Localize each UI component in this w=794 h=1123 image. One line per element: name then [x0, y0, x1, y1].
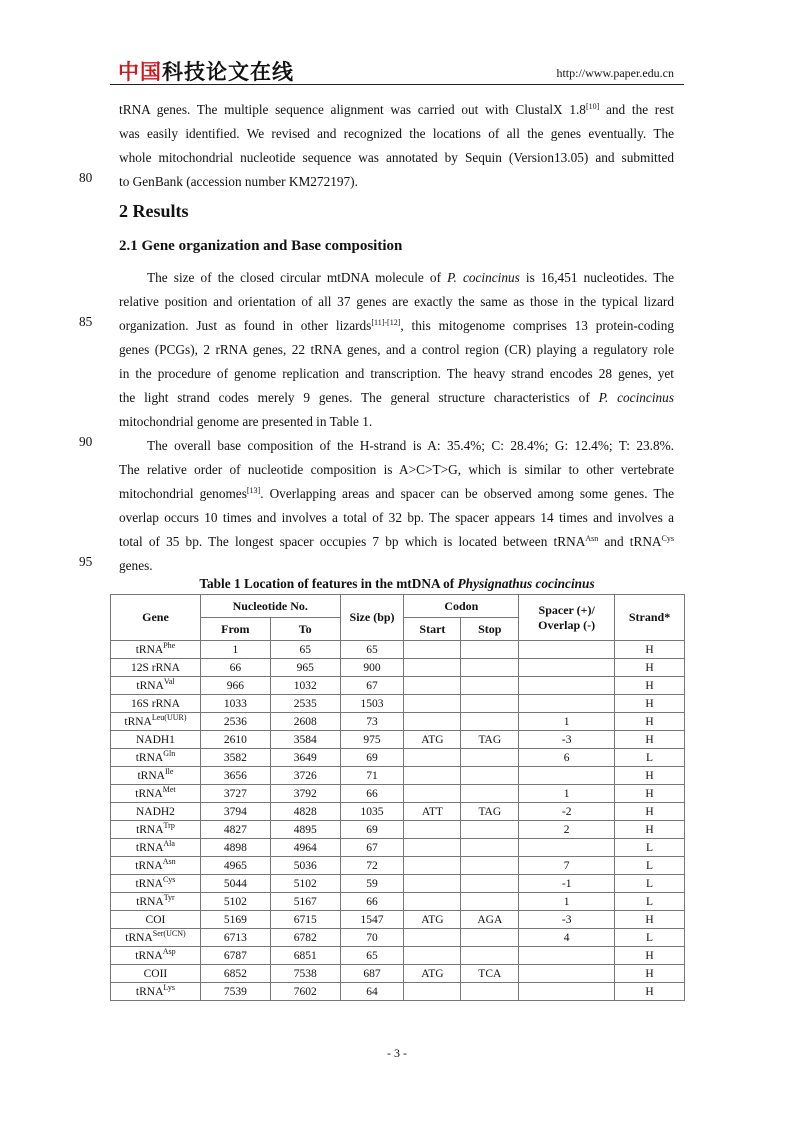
table-row: [111, 695, 685, 713]
cell-strand: H: [615, 911, 685, 929]
text-line: in the procedure of genome replication and transcription. The heavy strand encodes 28 genes, yet: [119, 366, 674, 381]
cell-sp: 2: [519, 821, 615, 839]
table-row: [111, 641, 685, 659]
cell-strand: L: [615, 875, 685, 893]
table-row: [111, 713, 685, 731]
cell-from: 5044: [200, 875, 270, 893]
cell-strand: H: [615, 767, 685, 785]
cell-to: 2535: [270, 695, 340, 713]
cell-to: 3792: [270, 785, 340, 803]
cell-start: [404, 767, 461, 785]
cell-from: 966: [200, 677, 270, 695]
col-header-stop: Stop: [461, 618, 519, 641]
cell-size: 69: [340, 821, 404, 839]
cell-stop: [461, 713, 519, 731]
cell-start: [404, 641, 461, 659]
cell-stop: TCA: [461, 965, 519, 983]
col-header-gene: Gene: [111, 595, 201, 641]
cell-strand: H: [615, 677, 685, 695]
cell-size: 59: [340, 875, 404, 893]
header-url[interactable]: http://www.paper.edu.cn: [556, 66, 674, 80]
cell-strand: L: [615, 893, 685, 911]
cell-size: 67: [340, 839, 404, 857]
text-line: The size of the closed circular mtDNA molecule of P. cocincinus is 16,451 nucleotides. The: [147, 270, 675, 285]
text-line: organization. Just as found in other lizards[11]-[12], this mitogenome comprises 13 protein-coding: [119, 318, 674, 333]
table-row: [111, 677, 685, 695]
line-number: 90: [79, 434, 93, 449]
cell-gene: tRNA$^{Ala}$: [111, 839, 201, 857]
cell-to: 3726: [270, 767, 340, 785]
cell-from: 5102: [200, 893, 270, 911]
cell-sp: 1: [519, 785, 615, 803]
col-header-spacer: Spacer (+)/ Overlap (-): [519, 595, 615, 641]
cell-start: [404, 749, 461, 767]
subsection-heading: 2.1 Gene organization and Base composition: [119, 238, 403, 254]
section-heading: 2 Results: [119, 201, 189, 221]
line-number: 95: [79, 554, 93, 569]
table-row: [111, 857, 685, 875]
table-row: [111, 659, 685, 677]
cell-start: [404, 659, 461, 677]
table-row: [111, 839, 685, 857]
cell-to: 3649: [270, 749, 340, 767]
cell-to: 6782: [270, 929, 340, 947]
cell-from: 1033: [200, 695, 270, 713]
text-line: whole mitochondrial nucleotide sequence was annotated by Sequin (Version13.05) and submitted: [119, 150, 674, 165]
cell-gene: tRNA$^{Ile}$: [111, 767, 201, 785]
gene-location-table: [110, 594, 685, 1001]
cell-gene: COI: [111, 911, 201, 929]
cell-gene: COII: [111, 965, 201, 983]
cell-strand: H: [615, 947, 685, 965]
cell-size: 72: [340, 857, 404, 875]
cell-to: 3584: [270, 731, 340, 749]
cell-to: 7602: [270, 983, 340, 1001]
cell-strand: H: [615, 803, 685, 821]
cell-to: 6715: [270, 911, 340, 929]
cell-start: [404, 857, 461, 875]
cell-from: 3794: [200, 803, 270, 821]
text-line: relative position and orientation of all 37 genes are exactly the same as those in the typical lizard: [119, 294, 674, 309]
cell-sp: 1: [519, 893, 615, 911]
cell-size: 65: [340, 947, 404, 965]
table-row: [111, 749, 685, 767]
cell-stop: [461, 677, 519, 695]
cell-strand: H: [615, 641, 685, 659]
paragraph-base-composition: [119, 434, 674, 578]
cell-size: 900: [340, 659, 404, 677]
cell-gene: tRNA$^{Leu(UUR)}$: [111, 713, 201, 731]
cell-sp: [519, 839, 615, 857]
cell-from: 5169: [200, 911, 270, 929]
cell-strand: L: [615, 749, 685, 767]
cell-start: [404, 893, 461, 911]
cell-stop: [461, 875, 519, 893]
cell-strand: L: [615, 857, 685, 875]
cell-strand: H: [615, 713, 685, 731]
cell-strand: H: [615, 983, 685, 1001]
cell-strand: H: [615, 695, 685, 713]
cell-gene: tRNA$^{Cys}$: [111, 875, 201, 893]
table-row: [111, 965, 685, 983]
cell-stop: [461, 749, 519, 767]
cell-stop: [461, 947, 519, 965]
cell-stop: [461, 641, 519, 659]
table-row: [111, 929, 685, 947]
site-logo: [118, 56, 294, 86]
cell-size: 1503: [340, 695, 404, 713]
cell-size: 64: [340, 983, 404, 1001]
cell-to: 5036: [270, 857, 340, 875]
cell-strand: H: [615, 965, 685, 983]
cell-sp: [519, 659, 615, 677]
cell-sp: [519, 641, 615, 659]
cell-stop: [461, 695, 519, 713]
header-rule: [110, 84, 684, 85]
cell-gene: NADH1: [111, 731, 201, 749]
table-row: [111, 893, 685, 911]
cell-from: 6852: [200, 965, 270, 983]
cell-size: 975: [340, 731, 404, 749]
cell-size: 66: [340, 785, 404, 803]
cell-start: ATG: [404, 911, 461, 929]
cell-size: 1547: [340, 911, 404, 929]
cell-sp: [519, 695, 615, 713]
paragraph-methods-end: [119, 98, 674, 194]
cell-gene: 12S rRNA: [111, 659, 201, 677]
cell-strand: L: [615, 839, 685, 857]
cell-gene: tRNA$^{Met}$: [111, 785, 201, 803]
cell-strand: H: [615, 785, 685, 803]
cell-gene: tRNA$^{Val}$: [111, 677, 201, 695]
cell-from: 2536: [200, 713, 270, 731]
cell-sp: [519, 677, 615, 695]
cell-stop: [461, 893, 519, 911]
line-number: 85: [79, 314, 93, 329]
text-line: genes.: [119, 558, 153, 573]
cell-start: [404, 713, 461, 731]
text-line: to GenBank (accession number KM272197).: [119, 174, 358, 189]
table-row: [111, 821, 685, 839]
cell-sp: 6: [519, 749, 615, 767]
text-line: the light strand codes merely 9 genes. The general structure characteristics of P. cocincinus: [119, 390, 674, 405]
table-row: [111, 785, 685, 803]
cell-from: 3727: [200, 785, 270, 803]
table-row: [111, 947, 685, 965]
cell-gene: tRNA$^{Lys}$: [111, 983, 201, 1001]
cell-to: 2608: [270, 713, 340, 731]
table-row: [111, 767, 685, 785]
cell-start: ATG: [404, 965, 461, 983]
col-header-nucleotide: Nucleotide No.: [200, 595, 340, 618]
cell-gene: tRNA$^{Gln}$: [111, 749, 201, 767]
cell-stop: [461, 983, 519, 1001]
cell-start: [404, 785, 461, 803]
cell-sp: -1: [519, 875, 615, 893]
cell-sp: 1: [519, 713, 615, 731]
cell-stop: [461, 767, 519, 785]
text-line: The overall base composition of the H-strand is A: 35.4%; C: 28.4%; G: 12.4%; T: 23.8%.: [147, 438, 674, 453]
cell-to: 6851: [270, 947, 340, 965]
cell-strand: L: [615, 929, 685, 947]
cell-gene: tRNA$^{Asp}$: [111, 947, 201, 965]
cell-strand: H: [615, 821, 685, 839]
cell-size: 69: [340, 749, 404, 767]
logo-black-text: 科技论文在线: [162, 60, 294, 84]
cell-gene: tRNA$^{Tyr}$: [111, 893, 201, 911]
cell-from: 3656: [200, 767, 270, 785]
cell-stop: [461, 785, 519, 803]
cell-gene: tRNA$^{Trp}$: [111, 821, 201, 839]
cell-gene: tRNA$^{Phe}$: [111, 641, 201, 659]
col-header-from: From: [200, 618, 270, 641]
col-header-strand: Strand*: [615, 595, 685, 641]
cell-gene: 16S rRNA: [111, 695, 201, 713]
cell-sp: [519, 983, 615, 1001]
cell-stop: [461, 839, 519, 857]
table-row: [111, 875, 685, 893]
table-row: [111, 911, 685, 929]
cell-size: 67: [340, 677, 404, 695]
cell-sp: [519, 767, 615, 785]
text-line: mitochondrial genomes[13]. Overlapping areas and spacer can be observed among some genes. The: [119, 486, 674, 501]
page-number: - 3 -: [387, 1046, 407, 1060]
cell-to: 4964: [270, 839, 340, 857]
cell-from: 1: [200, 641, 270, 659]
text-line: was easily identified. We revised and recognized the locations of all the genes eventually. The: [119, 126, 674, 141]
cell-stop: AGA: [461, 911, 519, 929]
cell-from: 4827: [200, 821, 270, 839]
cell-gene: NADH2: [111, 803, 201, 821]
cell-stop: TAG: [461, 731, 519, 749]
line-number: 80: [79, 170, 93, 185]
cell-sp: [519, 965, 615, 983]
cell-to: 4828: [270, 803, 340, 821]
cell-size: 1035: [340, 803, 404, 821]
cell-to: 1032: [270, 677, 340, 695]
cell-strand: H: [615, 659, 685, 677]
cell-sp: [519, 947, 615, 965]
table-row: [111, 803, 685, 821]
cell-sp: -2: [519, 803, 615, 821]
cell-to: 5102: [270, 875, 340, 893]
cell-to: 4895: [270, 821, 340, 839]
cell-from: 66: [200, 659, 270, 677]
cell-from: 4898: [200, 839, 270, 857]
cell-sp: -3: [519, 731, 615, 749]
cell-start: [404, 947, 461, 965]
cell-stop: [461, 659, 519, 677]
logo-red-text: 中国: [118, 60, 162, 84]
cell-from: 7539: [200, 983, 270, 1001]
cell-to: 5167: [270, 893, 340, 911]
cell-gene: tRNA$^{Asn}$: [111, 857, 201, 875]
col-header-to: To: [270, 618, 340, 641]
cell-to: 965: [270, 659, 340, 677]
cell-start: [404, 983, 461, 1001]
cell-gene: tRNA$^{Ser(UCN)}$: [111, 929, 201, 947]
cell-start: [404, 821, 461, 839]
table-row: [111, 983, 685, 1001]
table-row: [111, 731, 685, 749]
cell-strand: H: [615, 731, 685, 749]
cell-from: 2610: [200, 731, 270, 749]
cell-sp: 7: [519, 857, 615, 875]
cell-stop: [461, 821, 519, 839]
cell-from: 3582: [200, 749, 270, 767]
cell-sp: 4: [519, 929, 615, 947]
cell-sp: -3: [519, 911, 615, 929]
cell-start: ATT: [404, 803, 461, 821]
paragraph-gene-organization: [119, 266, 674, 434]
cell-size: 687: [340, 965, 404, 983]
cell-from: 6787: [200, 947, 270, 965]
text-line: mitochondrial genome are presented in Table 1.: [119, 414, 373, 429]
cell-from: 4965: [200, 857, 270, 875]
cell-from: 6713: [200, 929, 270, 947]
cell-start: [404, 929, 461, 947]
col-header-size: Size (bp): [340, 595, 404, 641]
text-line: genes (PCGs), 2 rRNA genes, 22 tRNA genes, and a control region (CR) playing a regulatory role: [119, 342, 674, 357]
cell-start: [404, 695, 461, 713]
cell-start: [404, 839, 461, 857]
cell-size: 66: [340, 893, 404, 911]
cell-stop: [461, 857, 519, 875]
table-caption: Table 1 Location of features in the mtDNA of Physignathus cocincinus: [199, 576, 595, 591]
cell-size: 70: [340, 929, 404, 947]
text-line: The relative order of nucleotide composition is A>C>T>G, which is similar to other vertebrate: [119, 462, 674, 477]
cell-to: 65: [270, 641, 340, 659]
col-header-start: Start: [404, 618, 461, 641]
cell-stop: TAG: [461, 803, 519, 821]
cell-to: 7538: [270, 965, 340, 983]
text-line: tRNA genes. The multiple sequence alignment was carried out with ClustalX 1.8[10] and the rest: [119, 102, 674, 117]
cell-size: 71: [340, 767, 404, 785]
cell-start: ATG: [404, 731, 461, 749]
col-header-codon: Codon: [404, 595, 519, 618]
cell-size: 73: [340, 713, 404, 731]
text-line: overlap occurs 10 times and involves a total of 32 bp. The spacer appears 14 times and involves a: [119, 510, 674, 525]
cell-start: [404, 677, 461, 695]
cell-size: 65: [340, 641, 404, 659]
cell-start: [404, 875, 461, 893]
cell-stop: [461, 929, 519, 947]
text-line: total of 35 bp. The longest spacer occupies 7 bp which is located between tRNA$^{Asn}$ and tRNA$^{Cys}$: [119, 534, 674, 549]
